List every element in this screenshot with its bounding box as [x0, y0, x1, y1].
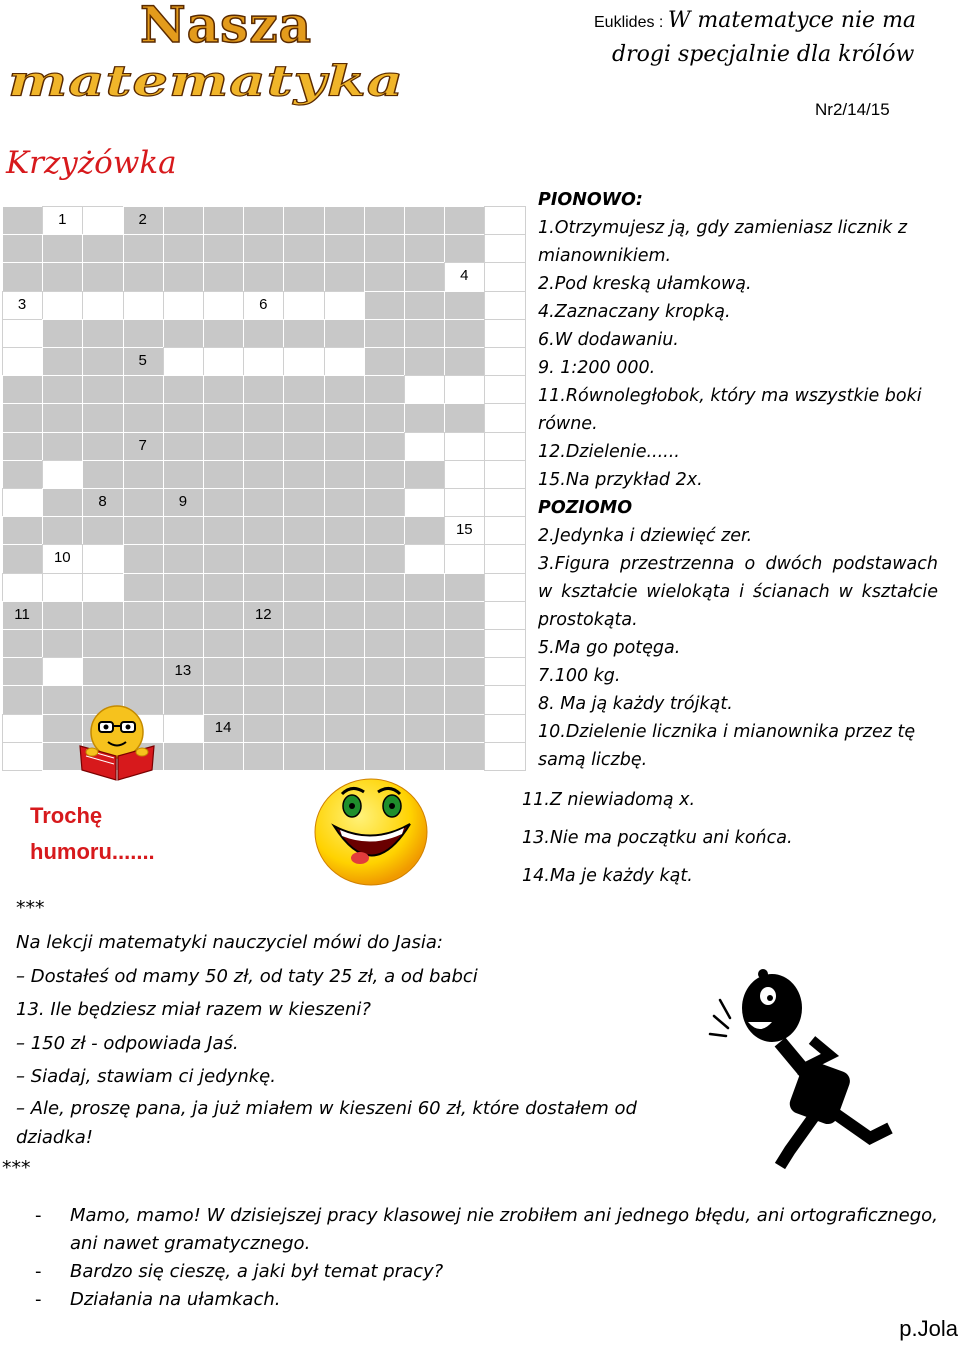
crossword-cell — [203, 685, 244, 714]
crossword-cell — [82, 601, 123, 630]
crossword-cell — [42, 460, 83, 489]
crossword-cell — [404, 432, 445, 461]
crossword-cell — [203, 291, 244, 320]
dialog-list — [30, 1202, 955, 1314]
crossword-cell — [163, 375, 204, 404]
crossword-cell — [364, 262, 405, 291]
crossword-cell — [484, 403, 525, 432]
crossword-cell — [444, 432, 485, 461]
crossword-cell — [2, 319, 43, 348]
crossword-cell — [283, 375, 324, 404]
crossword-cell — [444, 629, 485, 658]
crossword-cell — [42, 432, 83, 461]
crossword-cell — [364, 403, 405, 432]
crossword-cell — [203, 742, 244, 771]
crossword-number: 12 — [254, 605, 272, 623]
crossword-cell — [324, 714, 365, 743]
crossword-number: 9 — [178, 493, 188, 510]
crossword-cell — [444, 375, 485, 404]
crossword-cell — [243, 544, 284, 573]
crossword-cell — [163, 573, 204, 602]
crossword-cell — [324, 516, 365, 545]
crossword-cell — [243, 206, 284, 235]
crossword-cell — [444, 714, 485, 743]
joke-line: 13. Ile będziesz miał razem w kieszeni? — [16, 999, 371, 1020]
clue: 8. Ma ją każdy trójkąt. — [538, 694, 733, 714]
crossword-cell — [2, 516, 43, 545]
crossword-cell — [42, 347, 83, 376]
crossword-cell — [163, 262, 204, 291]
crossword-cell — [444, 403, 485, 432]
crossword-cell — [364, 206, 405, 235]
crossword-cell — [82, 629, 123, 658]
crossword-cell — [324, 629, 365, 658]
crossword-cell — [444, 488, 485, 517]
crossword-cell — [484, 629, 525, 658]
crossword-cell — [484, 234, 525, 263]
crossword-cell — [324, 291, 365, 320]
crossword-cell — [404, 685, 445, 714]
crossword-cell — [123, 657, 164, 686]
crossword-cell — [283, 516, 324, 545]
crossword-cell — [283, 601, 324, 630]
crossword-cell — [324, 544, 365, 573]
crossword-cell — [364, 460, 405, 489]
logo-line-2: matematyka — [8, 56, 405, 106]
crossword-cell — [82, 657, 123, 686]
crossword-cell — [163, 742, 204, 771]
issue-number: Nr2/14/15 — [815, 100, 890, 119]
laughing-face-icon — [312, 776, 430, 888]
crossword-cell — [364, 685, 405, 714]
crossword-cell — [42, 573, 83, 602]
crossword-cell — [444, 460, 485, 489]
crossword-cell — [82, 432, 123, 461]
crossword-cell — [243, 262, 284, 291]
crossword-cell — [324, 488, 365, 517]
crossword-cell — [42, 488, 83, 517]
crossword-cell — [324, 460, 365, 489]
crossword-cell — [404, 460, 445, 489]
crossword-cell — [82, 460, 123, 489]
crossword-cell — [324, 742, 365, 771]
crossword-cell — [163, 516, 204, 545]
crossword-number: 10 — [53, 549, 71, 567]
crossword-cell — [283, 460, 324, 489]
crossword-number: 8 — [98, 493, 107, 510]
crossword-cell — [404, 657, 445, 686]
crossword-number: 13 — [174, 662, 192, 680]
crossword-cell — [283, 234, 324, 263]
crossword-cell — [2, 714, 43, 743]
crossword-cell — [123, 544, 164, 573]
crossword-cell — [283, 544, 324, 573]
crossword-cell — [404, 629, 445, 658]
crossword-cell — [283, 742, 324, 771]
crossword-cell — [203, 347, 244, 376]
crossword-cell — [163, 234, 204, 263]
crossword-cell — [324, 432, 365, 461]
crossword-cell — [484, 601, 525, 630]
crossword-cell — [203, 573, 244, 602]
crossword-cell — [2, 488, 43, 517]
crossword-cell — [484, 742, 525, 771]
crossword-cell — [444, 601, 485, 630]
crossword-cell — [283, 403, 324, 432]
crossword-cell — [2, 262, 43, 291]
clue: 3.Figura przestrzenna o dwóch podstawach w kształcie wielokąta i ścianach w kształcie prostokąta. — [538, 554, 938, 630]
crossword-cell — [364, 347, 405, 376]
crossword-cell — [203, 601, 244, 630]
crossword-cell — [444, 291, 485, 320]
crossword-title: Krzyżówka — [6, 145, 177, 181]
crossword-cell — [484, 375, 525, 404]
joke-line: – 150 zł - odpowiada Jaś. — [16, 1032, 239, 1054]
crossword-cell — [203, 403, 244, 432]
dialog-line: - Mamo, mamo! W dzisiejszej pracy klasowej nie zrobiłem ani jednego błędu, ani ortograficznego, ani nawet gramatycznego. — [30, 1202, 955, 1258]
crossword-cell — [2, 375, 43, 404]
crossword-cell — [82, 516, 123, 545]
crossword-cell — [243, 629, 284, 658]
crossword-cell — [484, 347, 525, 376]
separator-stars: *** — [2, 1157, 31, 1179]
crossword-cell — [163, 714, 204, 743]
crossword-cell — [243, 319, 284, 348]
crossword-cell — [123, 516, 164, 545]
crossword-cell — [484, 573, 525, 602]
crossword-cell — [82, 573, 123, 602]
clues-horizontal-header: POZIOMO — [538, 498, 633, 518]
quote-text-2: drogi specjalnie dla królów — [612, 42, 915, 67]
crossword-cell — [444, 685, 485, 714]
dialog-line: - Bardzo się cieszę, a jaki był temat pracy? — [30, 1258, 955, 1286]
crossword-cell — [283, 347, 324, 376]
humor-title — [30, 798, 155, 870]
crossword-cell — [404, 488, 445, 517]
clue: 2.Jedynka i dziewięć zer. — [538, 526, 753, 546]
crossword-cell — [364, 714, 405, 743]
reading-nerd-icon — [72, 700, 162, 782]
humor-title-line-1: Trochę — [30, 803, 103, 828]
crossword-number: 11 — [14, 605, 30, 623]
crossword-cell — [203, 432, 244, 461]
crossword-cell — [163, 319, 204, 348]
crossword-cell — [324, 403, 365, 432]
clue: 6.W dodawaniu. — [538, 330, 679, 350]
crossword-cell — [484, 657, 525, 686]
crossword-cell — [404, 742, 445, 771]
running-figure-icon — [700, 960, 900, 1170]
crossword-cell — [82, 262, 123, 291]
crossword-cell — [324, 573, 365, 602]
crossword-cell — [243, 234, 284, 263]
crossword-cell — [364, 544, 405, 573]
crossword-cell — [404, 714, 445, 743]
crossword-cell — [283, 488, 324, 517]
crossword-cell — [444, 234, 485, 263]
crossword-cell — [484, 262, 525, 291]
clue: 7.100 kg. — [538, 666, 621, 686]
crossword-cell — [203, 488, 244, 517]
crossword-cell — [484, 544, 525, 573]
crossword-cell — [404, 262, 445, 291]
crossword-cell — [283, 657, 324, 686]
crossword-number: 4 — [460, 267, 469, 285]
crossword-cell — [163, 403, 204, 432]
crossword-cell — [163, 432, 204, 461]
crossword-cell — [203, 629, 244, 658]
crossword-cell — [42, 262, 83, 291]
crossword-cell — [404, 291, 445, 320]
clue: 2.Pod kreską ułamkową. — [538, 274, 752, 294]
crossword-cell — [2, 206, 43, 235]
crossword-cell — [42, 291, 83, 320]
crossword-cell — [364, 516, 405, 545]
crossword-cell — [444, 742, 485, 771]
crossword-cell — [2, 629, 43, 658]
crossword-cell — [82, 234, 123, 263]
humor-title-line-2: humoru....... — [30, 839, 155, 864]
crossword-cell — [203, 206, 244, 235]
crossword-number: 15 — [455, 521, 473, 539]
joke-line: – Siadaj, stawiam ci jedynkę. — [16, 1066, 276, 1087]
crossword-cell — [444, 319, 485, 348]
clue: 11.Równoległobok, który ma wszystkie boki równe. — [538, 386, 922, 434]
crossword-cell — [324, 319, 365, 348]
crossword-cell — [123, 488, 164, 517]
crossword-cell — [243, 460, 284, 489]
clues-list — [538, 186, 938, 774]
crossword-cell — [203, 262, 244, 291]
clue: 9. 1:200 000. — [538, 358, 656, 378]
crossword-cell — [484, 488, 525, 517]
crossword-cell — [123, 629, 164, 658]
crossword-cell — [243, 516, 284, 545]
dialog-line: - Działania na ułamkach. — [30, 1286, 955, 1314]
crossword-cell — [203, 234, 244, 263]
crossword-cell — [163, 347, 204, 376]
crossword-cell — [123, 234, 164, 263]
crossword-cell — [203, 319, 244, 348]
crossword-cell — [243, 685, 284, 714]
crossword-cell — [163, 291, 204, 320]
crossword-cell — [364, 432, 405, 461]
crossword-cell — [203, 544, 244, 573]
crossword-cell — [283, 573, 324, 602]
crossword-cell — [163, 206, 204, 235]
crossword-cell — [42, 319, 83, 348]
crossword-cell — [243, 573, 284, 602]
crossword-cell — [163, 685, 204, 714]
crossword-cell — [364, 629, 405, 658]
clue: 11.Z niewiadomą x. — [522, 790, 696, 810]
crossword-cell — [2, 544, 43, 573]
crossword-cell — [163, 544, 204, 573]
crossword-number: 14 — [214, 718, 232, 736]
crossword-cell — [364, 234, 405, 263]
crossword-cell — [404, 516, 445, 545]
crossword-cell — [82, 544, 123, 573]
crossword-cell — [123, 291, 164, 320]
crossword-cell — [2, 432, 43, 461]
crossword-cell — [203, 516, 244, 545]
quote-text-1: W matematyce nie ma — [667, 8, 917, 33]
crossword-cell — [82, 291, 123, 320]
crossword-cell — [243, 488, 284, 517]
crossword-cell — [364, 573, 405, 602]
crossword-cell — [123, 319, 164, 348]
clue: 15.Na przykład 2x. — [538, 470, 703, 490]
crossword-cell — [82, 375, 123, 404]
crossword-cell — [42, 601, 83, 630]
crossword-cell — [2, 460, 43, 489]
crossword-cell — [364, 657, 405, 686]
crossword-number: 5 — [138, 352, 147, 369]
crossword-cell — [2, 685, 43, 714]
quote-author: Euklides : — [594, 14, 664, 31]
joke-line: – Dostałeś od mamy 50 zł, od taty 25 zł, a od babci — [16, 965, 478, 987]
signature: p.Jola — [899, 1316, 958, 1341]
joke-line: – Ale, proszę pana, ja już miałem w kieszeni 60 zł, które dostałem od dziadka! — [16, 1097, 637, 1148]
crossword-cell — [42, 375, 83, 404]
crossword-cell — [484, 714, 525, 743]
crossword-cell — [243, 742, 284, 771]
crossword-cell — [283, 319, 324, 348]
clue: 4.Zaznaczany kropką. — [538, 302, 731, 322]
crossword-cell — [2, 742, 43, 771]
crossword-cell — [243, 375, 284, 404]
clue: 1.Otrzymujesz ją, gdy zamieniasz licznik z mianownikiem. — [538, 218, 908, 266]
crossword-cell — [364, 742, 405, 771]
clue: 12.Dzielenie...... — [538, 442, 680, 462]
separator-stars: *** — [16, 897, 45, 919]
crossword-cell — [203, 657, 244, 686]
crossword-cell — [163, 601, 204, 630]
clue: 13.Nie ma początku ani końca. — [522, 828, 793, 848]
crossword-cell — [444, 573, 485, 602]
crossword-cell — [42, 403, 83, 432]
crossword-cell — [283, 291, 324, 320]
crossword-cell — [404, 234, 445, 263]
crossword-cell — [404, 544, 445, 573]
crossword-cell — [2, 657, 43, 686]
crossword-cell — [42, 516, 83, 545]
crossword-cell — [364, 375, 405, 404]
crossword-cell — [324, 685, 365, 714]
crossword-cell — [404, 403, 445, 432]
crossword-cell — [444, 347, 485, 376]
crossword-cell — [283, 206, 324, 235]
crossword-cell — [324, 262, 365, 291]
crossword-cell — [243, 347, 284, 376]
crossword-cell — [123, 573, 164, 602]
crossword-cell — [2, 403, 43, 432]
crossword-cell — [364, 319, 405, 348]
crossword-cell — [243, 403, 284, 432]
crossword-number: 2 — [138, 211, 147, 228]
crossword-cell — [283, 685, 324, 714]
quote-first-line — [594, 8, 916, 33]
crossword-cell — [283, 262, 324, 291]
crossword-cell — [484, 206, 525, 235]
crossword-cell — [324, 206, 365, 235]
clue: 14.Ma je każdy kąt. — [522, 866, 693, 886]
joke-text — [16, 926, 676, 1152]
crossword-cell — [203, 375, 244, 404]
crossword-cell — [42, 657, 83, 686]
logo-line-1: Nasza — [140, 0, 313, 54]
crossword-cell — [243, 657, 284, 686]
crossword-cell — [123, 460, 164, 489]
crossword-cell — [283, 629, 324, 658]
crossword-number: 6 — [259, 295, 268, 313]
crossword-number: 7 — [138, 436, 147, 454]
crossword-cell — [484, 319, 525, 348]
crossword-cell — [444, 544, 485, 573]
crossword-cell — [484, 460, 525, 489]
crossword-cell — [203, 460, 244, 489]
crossword-cell — [404, 347, 445, 376]
crossword-cell — [324, 234, 365, 263]
crossword-cell — [243, 714, 284, 743]
crossword-cell — [404, 319, 445, 348]
crossword-cell — [2, 573, 43, 602]
crossword-cell — [324, 601, 365, 630]
crossword-cell — [2, 234, 43, 263]
crossword-cell — [444, 657, 485, 686]
crossword-cell — [404, 375, 445, 404]
crossword-cell — [444, 206, 485, 235]
crossword-cell — [364, 488, 405, 517]
crossword-cell — [163, 629, 204, 658]
crossword-cell — [484, 516, 525, 545]
clue: 10.Dzielenie licznika i mianownika przez tę samą liczbę. — [538, 722, 916, 770]
crossword-cell — [404, 206, 445, 235]
crossword-cell — [42, 629, 83, 658]
crossword-cell — [324, 375, 365, 404]
crossword-cell — [82, 319, 123, 348]
clues-vertical-header: PIONOWO: — [538, 190, 643, 210]
crossword-cell — [484, 291, 525, 320]
clue: 5.Ma go potęga. — [538, 638, 681, 658]
crossword-cell — [484, 432, 525, 461]
crossword-cell — [42, 234, 83, 263]
crossword-cell — [404, 573, 445, 602]
crossword-cell — [123, 601, 164, 630]
crossword-cell — [484, 685, 525, 714]
crossword-cell — [364, 291, 405, 320]
crossword-cell — [163, 460, 204, 489]
crossword-cell — [82, 347, 123, 376]
crossword-cell — [82, 403, 123, 432]
crossword-cell — [324, 657, 365, 686]
crossword-cell — [123, 403, 164, 432]
joke-line: Na lekcji matematyki nauczyciel mówi do Jasia: — [16, 932, 443, 953]
crossword-number: 1 — [58, 211, 67, 228]
crossword-cell — [283, 714, 324, 743]
crossword-cell — [123, 375, 164, 404]
crossword-cell — [2, 347, 43, 376]
crossword-cell — [82, 206, 123, 235]
crossword-cell — [364, 601, 405, 630]
crossword-cell — [123, 262, 164, 291]
crossword-cell — [404, 601, 445, 630]
crossword-number: 3 — [17, 295, 27, 313]
crossword-cell — [243, 432, 284, 461]
crossword-cell — [283, 432, 324, 461]
crossword-cell — [324, 347, 365, 376]
